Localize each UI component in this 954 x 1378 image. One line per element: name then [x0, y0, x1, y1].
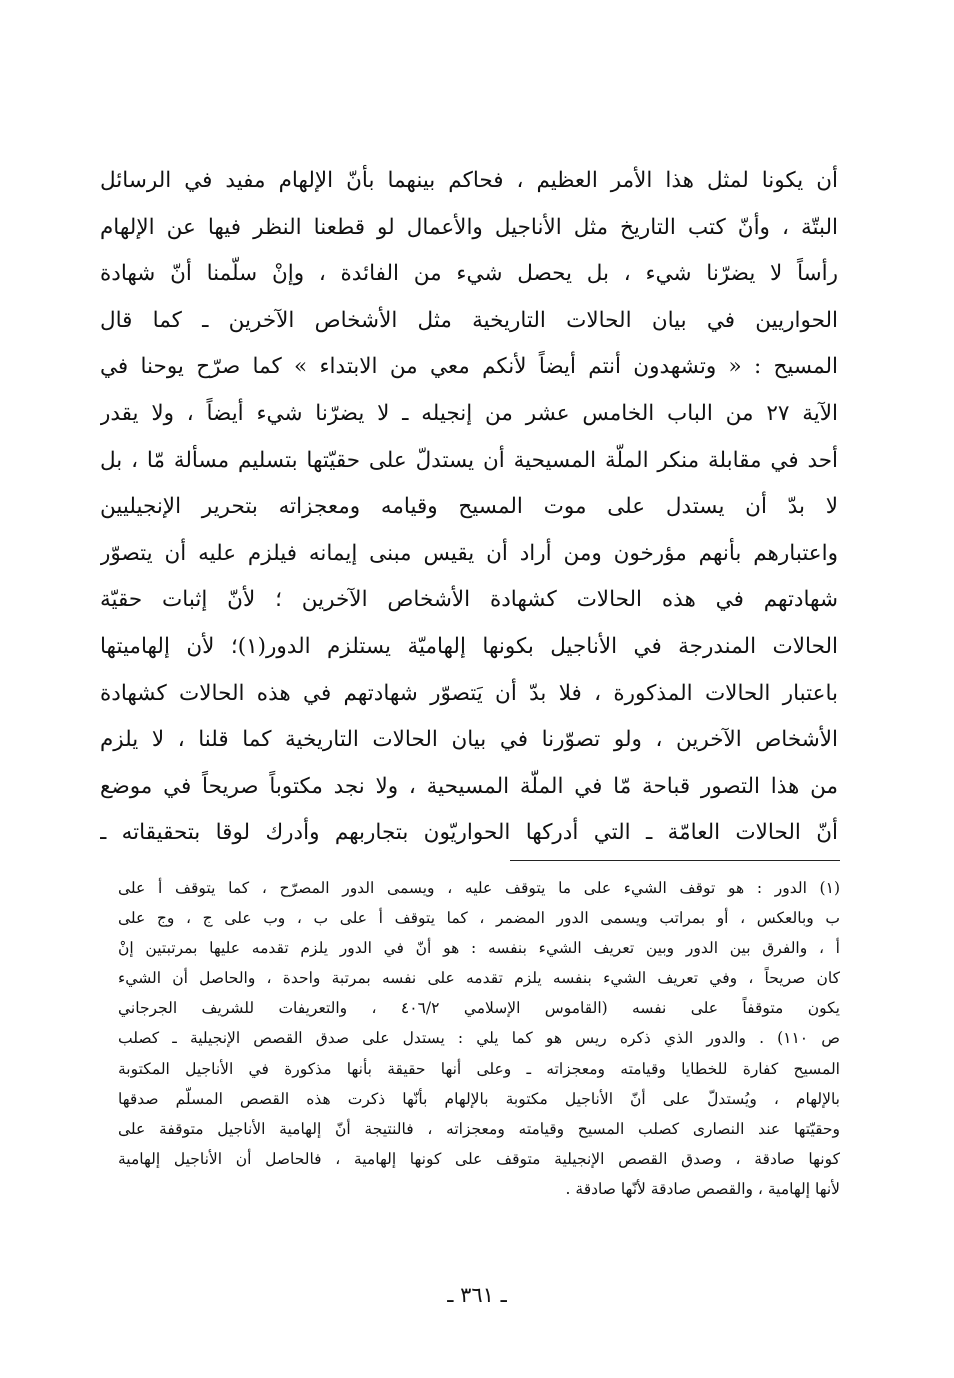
page-number: ـ ٣٦١ ـ	[447, 1283, 507, 1307]
footnote-line: أ ، والفرق بين الدور وبين تعريف الشيء بنفسه : هو أنّ في الدور يلزم تقدمه عليها بمرتبتين إنْ	[118, 939, 840, 958]
footnote-line: المسيح كفارة للخطايا وقيامته ومعجزاته ـ وعلى أنها حقيقة بأنها مذكورة في الأناجيل المكتوبة	[118, 1059, 840, 1078]
footnote	[118, 873, 840, 1204]
footnote-line: يكون متوقفاً على نفسه (القاموس الإسلامي ٤٠٦/٢ ، والتعريفات للشريف الجرجاني	[118, 999, 840, 1018]
footnote-line: (١) الدور : هو توقف الشيء على ما يتوقف عليه ، ويسمى الدور المصرّح ، كما يتوقف أ على	[118, 879, 840, 897]
main-text-line: أن يكونا لمثل هذا الأمر العظيم ، فحاكم بينهما بأنّ الإلهام مفيد في الرسائل	[100, 168, 838, 193]
main-text-line: الآية ٢٧ من الباب الخامس عشر من إنجيله ـ لا يضرّنا شيء أيضاً ، ولا يقدر	[100, 400, 838, 426]
main-text-line: واعتبارهم بأنهم مؤرخون ومن أراد أن يقيس مبنى إيمانه فيلزم عليه أن يتصوّر	[100, 540, 838, 566]
main-text-line: شهادتهم في هذه الحالات كشهادة الأشخاص الآخرين ؛ لأنّ إثبات حقيّة	[100, 587, 838, 613]
main-text-line: الحواريين في بيان الحالات التاريخية مثل الأشخاص الآخرين ـ كما قال	[100, 307, 838, 333]
footnote-separator-rule	[510, 860, 840, 861]
main-text-body	[100, 158, 838, 857]
main-text-line: المسيح : « وتشهدون أنتم أيضاً لأنكم معي من الابتداء » كما صرّح يوحنا في	[100, 354, 838, 380]
main-text-line: البتّة ، وأنّ كتب التاريخ مثل الأناجيل والأعمال لو قطعنا النظر فيها عن الإلهام	[100, 214, 838, 240]
main-text-line: رأساً لا يضرّنا شيء ، بل يحصل شيء من الفائدة ، وإنْ سلّمنا أنّ شهادة	[100, 261, 838, 287]
footnote-line: ب وبالعكس ، أو بمراتب ويسمى الدور المضمر ، كما يتوقف أ على ب ، وب على ج ، وج على	[118, 909, 840, 928]
main-text-line: الأشخاص الآخرين ، ولو تصوّرنا في بيان الحالات التاريخية كما قلنا ، لا يلزم	[100, 727, 838, 753]
main-text-line: من هذا التصور قباحة مّا في الملّة المسيحية ، ولا نجد مكتوباً صريحاً في موضع	[100, 773, 838, 799]
footnote-line: ص ١١٠) . والدور الذي ذكره ريس هو كما يلي : يستدل على صدق القصص الإنجيلية ـ كصلب	[118, 1029, 840, 1048]
main-text-line: أحد في مقابلة منكر الملّة المسيحية أن يستدلّ على حقيّتها بتسليم مسألة مّا ، بل	[100, 447, 838, 473]
main-text-line: أنّ الحالات العامّة ـ التي أدركها الحواريّون بتجاربهم وأدرك لوقا بتحقيقاته ـ	[100, 820, 838, 846]
footnote-line: وحقيّتها عند النصارى كصلب المسيح وقيامته ومعجزاته ، فالنتيجة أنّ إلهامية الأناجيل متوقفة على	[118, 1119, 840, 1138]
main-text-line: الحالات المندرجة في الأناجيل بكونها إلهاميّة يستلزم الدور(١)؛ لأن إلهاميتها	[100, 633, 838, 659]
footnote-line: بالإلهام ، ويُستدلّ على أنّ الأناجيل مكتوبة بالإلهام بأنّها ذكرت هذه القصص المسلّم صدقها	[118, 1089, 840, 1108]
footnote-line: كان صريحاً ، وفي تعريف الشيء بنفسه يلزم تقدمه على نفسه بمرتبة واحدة ، والحاصل أن الشيء	[118, 969, 840, 988]
footnote-line: كونها صادقة ، وصدق القصص الإنجيلية متوقف على كونها إلهامية ، فالحاصل أن الأناجيل إلهامية	[118, 1149, 840, 1168]
main-text-line: باعتبار الحالات المذكورة ، فلا بدّ أن يَتصوّر شهادتهم في هذه الحالات كشهادة	[100, 680, 838, 706]
footnote-line: لأنها إلهامية ، والقصص صادقة لأنّها صادقة .	[565, 1179, 840, 1198]
main-text-line: لا بدّ أن يستدل على موت المسيح وقيامه ومعجزاته بتحرير الإنجيليين	[100, 494, 838, 520]
